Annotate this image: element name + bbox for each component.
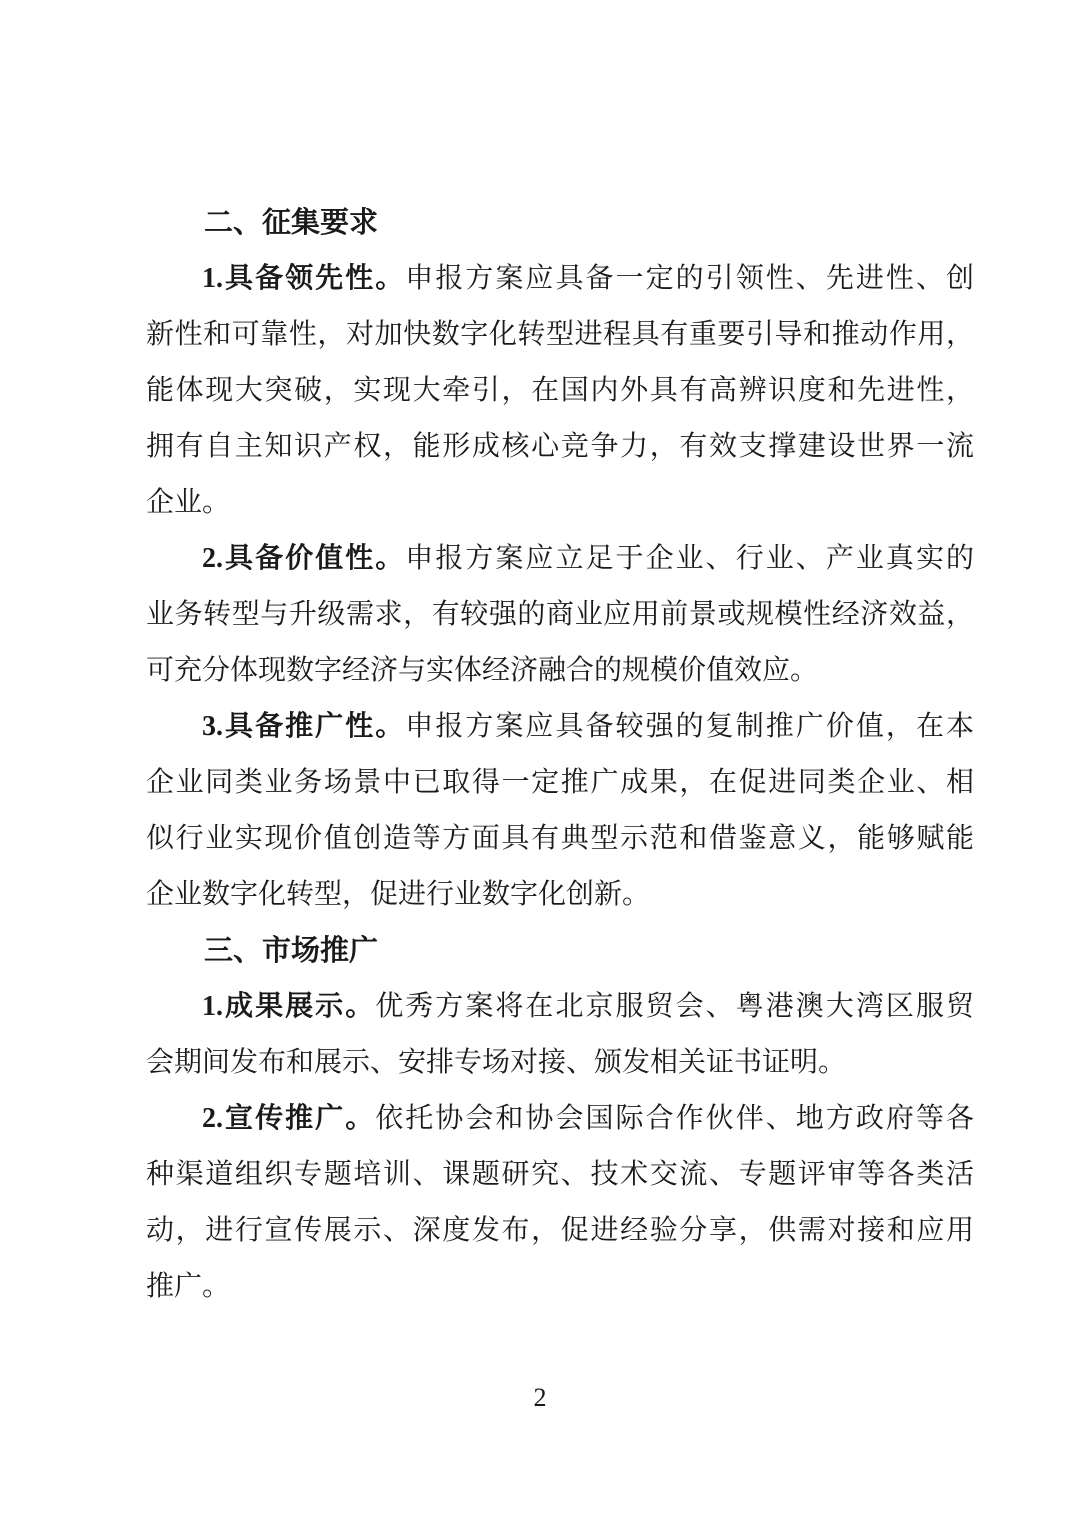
text-line: 企业。 <box>146 487 231 518</box>
paragraph-lead: 1.具备领先性。 <box>202 263 406 294</box>
text-line: 动，进行宣传展示、深度发布，促进经验分享，供需对接和应用 <box>146 1215 974 1246</box>
text-line: 业务转型与升级需求，有较强的商业应用前景或规模性经济效益， <box>146 599 974 630</box>
text-line <box>146 531 974 587</box>
text-line: 企业同类业务场景中已取得一定推广成果，在促进同类企业、相 <box>146 767 974 798</box>
page-number: 2 <box>533 1383 547 1412</box>
text-line: 拥有自主知识产权，能形成核心竞争力，有效支撑建设世界一流 <box>146 431 974 462</box>
paragraph-lead: 2.具备价值性。 <box>202 543 406 574</box>
paragraph-lead: 2.宣传推广。 <box>202 1103 376 1134</box>
text-line: 似行业实现价值创造等方面具有典型示范和借鉴意义，能够赋能 <box>146 823 974 854</box>
text-line <box>146 1091 974 1147</box>
text-line <box>146 251 974 307</box>
text-line: 企业数字化转型，促进行业数字化创新。 <box>146 879 651 910</box>
text-line: 能体现大突破，实现大牵引，在国内外具有高辨识度和先进性， <box>146 375 974 406</box>
text-line <box>146 699 974 755</box>
paragraph-text: 依托协会和协会国际合作伙伴、地方政府等各 <box>375 1103 974 1134</box>
paragraph-text: 优秀方案将在北京服贸会、粤港澳大湾区服贸 <box>375 991 974 1022</box>
paragraph-text: 申报方案应具备一定的引领性、先进性、创 <box>405 263 974 294</box>
document-body <box>146 195 974 1315</box>
paragraph-lead: 3.具备推广性。 <box>202 711 406 742</box>
section-heading: 二、征集要求 <box>204 207 379 239</box>
text-line <box>146 979 974 1035</box>
text-line: 会期间发布和展示、安排专场对接、颁发相关证书证明。 <box>146 1047 847 1078</box>
text-line: 推广。 <box>146 1271 231 1302</box>
paragraph-lead: 1.成果展示。 <box>202 991 376 1022</box>
paragraph-text: 申报方案应具备较强的复制推广价值，在本 <box>405 711 974 742</box>
text-line: 新性和可靠性，对加快数字化转型进程具有重要引导和推动作用， <box>146 319 974 350</box>
text-line: 可充分体现数字经济与实体经济融合的规模价值效应。 <box>146 655 819 686</box>
section-heading: 三、市场推广 <box>204 935 379 967</box>
paragraph-text: 申报方案应立足于企业、行业、产业真实的 <box>405 543 974 574</box>
text-line: 种渠道组织专题培训、课题研究、技术交流、专题评审等各类活 <box>146 1159 974 1190</box>
